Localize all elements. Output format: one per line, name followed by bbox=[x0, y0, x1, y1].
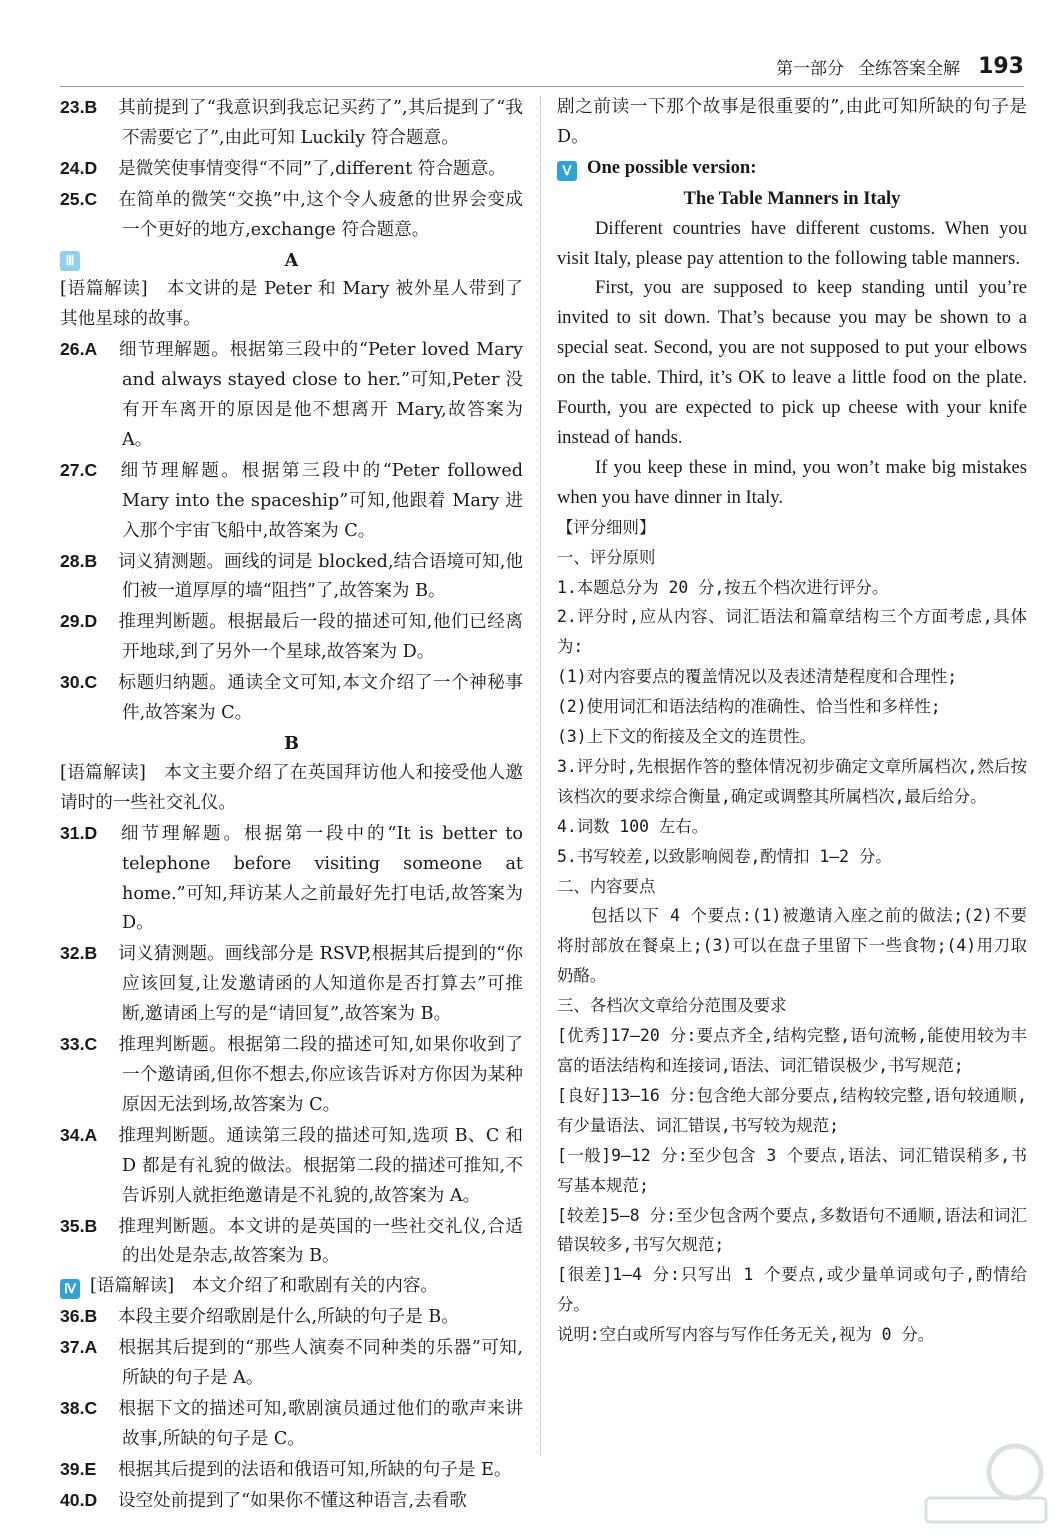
right-column bbox=[557, 93, 1027, 1350]
answer-item bbox=[60, 607, 523, 668]
left-column bbox=[60, 93, 523, 1517]
answer-text: 设空处前提到了“如果你不懂这种语言,去看歌 bbox=[118, 1490, 467, 1511]
answer-group-section-4 bbox=[60, 1302, 523, 1516]
grade-item: [良好]13—16 分:包含绝大部分要点,结构较完整,语句较通顺,有少量语法、词汇错误,书写较为规范; bbox=[557, 1085, 1027, 1135]
answer-item bbox=[60, 335, 523, 456]
answer-text: 是微笑使事情变得“不同”了,different 符合题意。 bbox=[118, 158, 506, 179]
answer-text: 根据下文的描述可知,歌剧演员通过他们的歌声来讲故事,所缺的句子是 C。 bbox=[118, 1398, 523, 1449]
answer-group-passage-b bbox=[60, 819, 523, 1273]
answer-item bbox=[60, 154, 523, 185]
essay-body bbox=[557, 214, 1027, 513]
essay-paragraph: First, you are supposed to keep standing until you’re invited to sit down. That’s because you may be shown to a special seat. Second, you are not supposed to put your elbows on the table. Third, it’s OK to leave a little food on the plate. Fourth, you are expected to pick up cheese with your knife instead of hands. bbox=[557, 277, 1027, 448]
answer-number: 36.B bbox=[60, 1306, 98, 1327]
answer-group-cloze bbox=[60, 93, 523, 246]
grade-item: [较差]5—8 分:至少包含两个要点,多数语句不通顺,语法和词汇错误较多,书写欠规范; bbox=[557, 1205, 1027, 1255]
answer-text: 细节理解题。根据第三段中的“Peter followed Mary into the spaceship”可知,他跟着 Mary 进入那个宇宙飞船中,故答案为 C。 bbox=[118, 460, 523, 541]
watermark-logo bbox=[920, 1438, 1050, 1528]
answer-item bbox=[60, 456, 523, 547]
answer-number: 32.B bbox=[60, 943, 98, 964]
header-section: 第一部分 bbox=[776, 58, 845, 79]
answer-text: 词义猜测题。画线的词是 blocked,结合语境可知,他们被一道厚厚的墙“阻挡”了,故答案为 B。 bbox=[118, 551, 523, 602]
principle-item: 1.本题总分为 20 分,按五个档次进行评分。 bbox=[557, 577, 889, 597]
answer-text: 其前提到了“我意识到我忘记买药了”,其后提到了“我不需要它了”,由此可知 Luckily 符合题意。 bbox=[118, 98, 523, 148]
answer-number: 34.A bbox=[60, 1124, 98, 1145]
answer-text: 推理判断题。通读第三段的描述可知,选项 B、C 和 D 都是有礼貌的做法。根据第二段的描述可推知,不告诉别人就拒绝邀请是不礼貌的,故答案为 A。 bbox=[118, 1125, 523, 1206]
passage-b-label: B bbox=[284, 733, 299, 755]
answer-number: 23.B bbox=[60, 97, 98, 117]
section-4-marker: Ⅳ bbox=[60, 1279, 80, 1299]
answer-item bbox=[60, 1030, 523, 1121]
answer-number: 30.C bbox=[60, 672, 98, 693]
answer-number: 24.D bbox=[60, 157, 98, 178]
grades-list bbox=[557, 1021, 1027, 1320]
section-3-heading bbox=[60, 246, 523, 276]
answer-item bbox=[60, 1302, 523, 1333]
answer-item bbox=[60, 185, 523, 246]
answer-text: 词义猜测题。画线部分是 RSVP,根据其后提到的“你应该回复,让发邀请函的人知道你是否打算去”可推断,邀请函上写的是“请回复”,故答案为 B。 bbox=[118, 944, 523, 1025]
points-text: 包括以下 4 个要点:(1)被邀请入座之前的做法;(2)不要将肘部放在餐桌上;(3)可以在盘子里留下一些食物;(4)用刀取奶酪。 bbox=[557, 906, 1027, 986]
answer-item bbox=[60, 1333, 523, 1394]
column-divider bbox=[540, 96, 541, 1456]
section-5-marker: Ⅴ bbox=[557, 161, 577, 181]
answer-item bbox=[60, 1212, 523, 1273]
principles-list bbox=[557, 573, 1027, 663]
answer-item bbox=[60, 668, 523, 729]
header-rule bbox=[60, 86, 1024, 87]
page-number: 193 bbox=[978, 53, 1024, 79]
answer-number: 37.A bbox=[60, 1337, 98, 1358]
rubric-heading: 【评分细则】 bbox=[557, 517, 656, 537]
answer-item bbox=[60, 819, 523, 940]
criterion-item: (1)对内容要点的覆盖情况以及表述清楚程度和合理性; bbox=[557, 667, 958, 687]
criterion-item: (2)使用词汇和语法结构的准确性、恰当性和多样性; bbox=[557, 697, 941, 717]
answer-number: 25.C bbox=[60, 188, 98, 209]
answer-item bbox=[60, 939, 523, 1030]
answer-text: 推理判断题。根据最后一段的描述可知,他们已经离开地球,到了另外一个星球,故答案为 D。 bbox=[118, 612, 523, 663]
answer-item bbox=[60, 93, 523, 154]
version-label: One possible version: bbox=[587, 156, 757, 178]
criterion-item: (3)上下文的衔接及全文的连贯性。 bbox=[557, 727, 817, 747]
answer-number: 38.C bbox=[60, 1397, 98, 1418]
section-5-heading bbox=[557, 153, 1027, 184]
answer-item bbox=[60, 1394, 523, 1455]
principles-list-more bbox=[557, 752, 1027, 872]
answer-item bbox=[60, 1455, 523, 1486]
principle-item: 4.词数 100 左右。 bbox=[557, 816, 709, 836]
grade-item: [一般]9—12 分:至少包含 3 个要点,语法、词汇错误稍多,书写基本规范; bbox=[557, 1145, 1027, 1195]
answer-number: 31.D bbox=[60, 822, 98, 843]
answer-text: 细节理解题。根据第三段中的“Peter loved Mary and always stayed close to her.”可知,Peter 没有开车离开的原因是他不想离开 Mary,故答案为 A。 bbox=[118, 340, 523, 450]
answer-number: 29.D bbox=[60, 611, 98, 632]
section-4-intro: [语篇解读] 本文介绍了和歌剧有关的内容。 bbox=[90, 1276, 439, 1297]
answer-text: 根据其后提到的法语和俄语可知,所缺的句子是 E。 bbox=[118, 1459, 512, 1480]
header-title: 全练答案全解 bbox=[858, 58, 961, 79]
answer-number: 33.C bbox=[60, 1034, 98, 1055]
points-heading: 二、内容要点 bbox=[557, 876, 656, 896]
grade-item: [很差]1—4 分:只写出 1 个要点,或少量单词或句子,酌情给分。 bbox=[557, 1265, 1027, 1315]
answer-item bbox=[60, 1486, 523, 1517]
answer-text: 推理判断题。本文讲的是英国的一些社交礼仪,合适的出处是杂志,故答案为 B。 bbox=[118, 1216, 523, 1267]
principle-item: 2.评分时,应从内容、词汇语法和篇章结构三个方面考虑,具体为: bbox=[557, 607, 1027, 657]
answer-text: 推理判断题。根据第二段的描述可知,如果你收到了一个邀请函,但你不想去,你应该告诉对方你因为某种原因无法到场,故答案为 C。 bbox=[118, 1035, 523, 1115]
rubric-note: 说明:空白或所写内容与写作任务无关,视为 0 分。 bbox=[557, 1325, 935, 1345]
principles-heading: 一、评分原则 bbox=[557, 547, 656, 567]
essay-paragraph: If you keep these in mind, you won’t make big mistakes when you have dinner in Italy. bbox=[557, 456, 1027, 508]
criteria-list bbox=[557, 662, 1027, 752]
answer-number: 27.C bbox=[60, 459, 98, 480]
answer-group-passage-a bbox=[60, 335, 523, 729]
section-3-marker: Ⅲ bbox=[60, 251, 80, 271]
answer-item bbox=[60, 1121, 523, 1212]
principle-item: 5.书写较差,以致影响阅卷,酌情扣 1—2 分。 bbox=[557, 846, 892, 866]
answer-number: 35.B bbox=[60, 1215, 98, 1236]
passage-b-intro: [语篇解读] 本文主要介绍了在英国拜访他人和接受他人邀请时的一些社交礼仪。 bbox=[60, 762, 523, 813]
page-header bbox=[776, 46, 1024, 86]
answer-continuation: 剧之前读一下那个故事是很重要的”,由此可知所缺的句子是 D。 bbox=[557, 97, 1027, 147]
essay-title: The Table Manners in Italy bbox=[683, 187, 901, 209]
answer-number: 39.E bbox=[60, 1458, 97, 1479]
answer-text: 本段主要介绍歌剧是什么,所缺的句子是 B。 bbox=[118, 1307, 459, 1328]
answer-text: 根据其后提到的“那些人演奏不同种类的乐器”可知,所缺的句子是 A。 bbox=[118, 1338, 523, 1389]
grade-item: [优秀]17—20 分:要点齐全,结构完整,语句流畅,能使用较为丰富的语法结构和连接词,语法、词汇错误极少,书写规范; bbox=[557, 1026, 1027, 1075]
answer-number: 28.B bbox=[60, 550, 98, 571]
answer-number: 26.A bbox=[60, 339, 98, 360]
essay-paragraph: Different countries have different customs. When you visit Italy, please pay attention to the following table manners. bbox=[557, 217, 1027, 269]
passage-a-intro: [语篇解读] 本文讲的是 Peter 和 Mary 被外星人带到了其他星球的故事。 bbox=[60, 279, 523, 330]
principle-item: 3.评分时,先根据作答的整体情况初步确定文章所属档次,然后按该档次的要求综合衡量,确定或调整其所属档次,最后给分。 bbox=[557, 756, 1027, 806]
grades-heading: 三、各档次文章给分范围及要求 bbox=[557, 996, 787, 1016]
answer-number: 40.D bbox=[60, 1489, 98, 1510]
answer-item bbox=[60, 547, 523, 608]
answer-text: 细节理解题。根据第一段中的“It is better to telephone before visiting someone at home.”可知,拜访某人之前最好先打电话,故答案为 D。 bbox=[118, 823, 523, 934]
section-4-heading bbox=[60, 1272, 523, 1302]
answer-text: 标题归纳题。通读全文可知,本文介绍了一个神秘事件,故答案为 C。 bbox=[118, 673, 523, 724]
answer-text: 在简单的微笑“交换”中,这个令人疲惫的世界会变成一个更好的地方,exchange 符合题意。 bbox=[118, 189, 523, 240]
passage-a-label: A bbox=[284, 249, 299, 271]
